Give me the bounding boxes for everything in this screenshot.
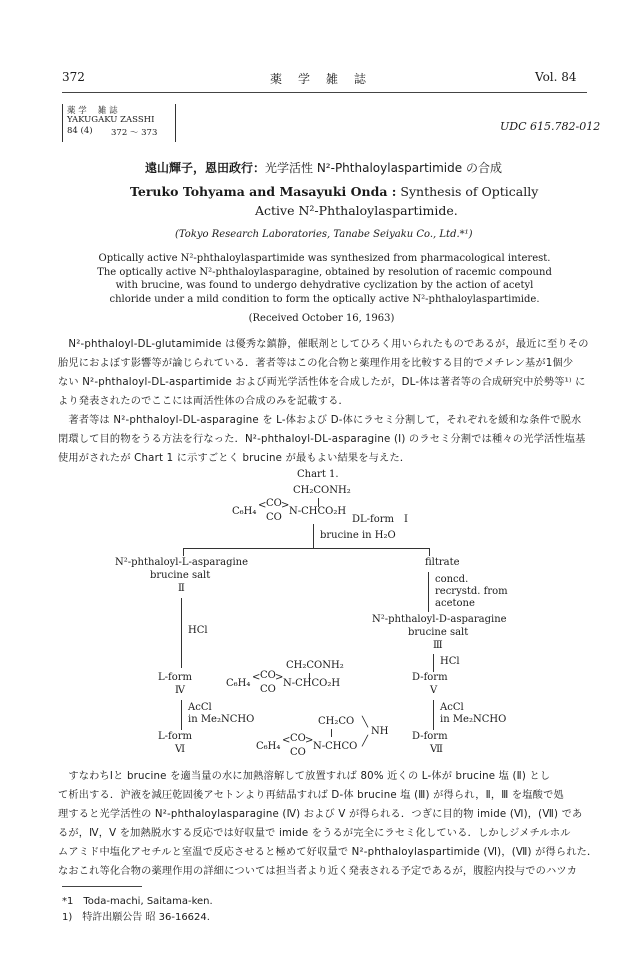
udc-code: UDC 615.782-012 (500, 120, 601, 133)
text-line: N²-phthaloyl-DL-glutamimide は優秀な鎮静，催眠剤としてひろく用いられたものであるが，最近に至りその (58, 339, 589, 350)
compound-I-co-bottom: CO (266, 512, 282, 523)
acetyl-right-1: AcCl (440, 702, 464, 713)
left-salt-line2: brucine salt (150, 570, 211, 581)
text-line: ない N²-phthaloyl-DL-aspartimide および両光学活性体を合成したが，DL-体は著者等の合成研究中於勢等¹⁾ に (58, 377, 586, 388)
received-date: (Received October 16, 1963) (248, 313, 395, 324)
english-title-line1 (130, 184, 538, 199)
recryst-1: concd. (435, 574, 469, 585)
citation-romaji: YAKUGAKU ZASSHI (67, 115, 155, 125)
abstract-line: The optically active N²-phthaloylasparagine, obtained by resolution of racemic compound (97, 266, 552, 278)
l-form-IV: L-form (158, 672, 193, 683)
journal-name: 薬 学 雑 誌 (270, 72, 369, 86)
japanese-title (145, 159, 502, 176)
arrow-line (181, 598, 182, 668)
results-text (58, 767, 597, 881)
compound-I-bracket: < (258, 500, 267, 511)
text-line: 使用がされたが Chart 1 に示すごとく brucine が最もよい結果を与えた． (58, 453, 411, 464)
mid-chain: N-CHCO₂H (283, 678, 341, 689)
bond-line (331, 729, 332, 737)
branch-left (183, 548, 184, 556)
compound-I-chain: N-CHCO₂H (289, 506, 347, 517)
right-salt-line2: brucine salt (408, 627, 469, 638)
mid-sidechain: CH₂CONH₂ (286, 660, 344, 671)
text-line: 胎児におよぼす影響等が論じられている．著者等はこの化合物と薬理作用を比較する目的でメチレン基が1個少 (58, 358, 574, 369)
japanese-authors: 遠山輝子，恩田政行： (145, 161, 266, 175)
compound-I-bracket2: > (281, 500, 290, 511)
english-title-line2: Active N²-Phthaloylaspartimide. (255, 203, 458, 218)
imide-co-bottom: CO (290, 747, 306, 758)
footnotes (62, 894, 213, 926)
imide-co-top: CO (290, 733, 306, 744)
citation-issue: 84 (4) (67, 126, 93, 136)
abstract (62, 252, 587, 306)
footnote-2: 1) 特許出願公告 昭 36-16624. (62, 912, 210, 923)
affiliation: (Tokyo Research Laboratories, Tanabe Seiyaku Co., Ltd.*¹) (175, 229, 473, 240)
mid-co-top: CO (260, 670, 276, 681)
numeral-VI: Ⅵ (175, 744, 186, 755)
imide-top: CH₂CO (318, 716, 355, 727)
text-line: 閉環して目的物をうる方法を行なった．N²-phthaloyl-DL-asparagine (Ⅰ) のラセミ分割では種々の光学活性塩基 (58, 434, 586, 445)
text-line: ムアミド中塩化アセチルと室温で反応させると極めて好収量で N²-phthaloylaspartimide (Ⅵ)，(Ⅶ) が得られた． (58, 847, 598, 858)
acetyl-left-1: AcCl (188, 702, 212, 713)
numeral-V: Ⅴ (430, 685, 438, 696)
imide-bracket2: > (305, 735, 314, 746)
english-title-part1: Synthesis of Optically (400, 184, 539, 199)
imide-bracket-bottom: ╱ (362, 736, 369, 747)
imide-bracket: < (282, 735, 291, 746)
japanese-title-text: 光学活性 N²-Phthaloylaspartimide の合成 (265, 161, 502, 175)
compound-I-ring: C₆H₄ (232, 506, 257, 517)
arrow-line (428, 572, 429, 612)
hcl-left: HCl (188, 625, 208, 636)
citation-box (62, 104, 176, 142)
numeral-VII: Ⅶ (430, 744, 443, 755)
mid-co-bottom: CO (260, 684, 276, 695)
volume-label: Vol. 84 (535, 70, 577, 84)
branch-line (183, 548, 429, 549)
hcl-right: HCl (440, 656, 460, 667)
text-line: なおこれ等化合物の薬理作用の詳細については担当者より近く発表される予定であるが，腹腔内投与でのハツカ (58, 866, 578, 877)
compound-I-form: DL-form Ⅰ (352, 514, 408, 525)
recryst-3: acetone (435, 598, 475, 609)
d-form-V: D-form (412, 672, 448, 683)
numeral-IV: Ⅳ (175, 685, 185, 696)
step-brucine: brucine in H₂O (320, 530, 396, 541)
citation-pages: 372 ～ 373 (111, 128, 158, 138)
english-authors: Teruko Tohyama and Masayuki Onda : (130, 184, 397, 199)
header-rule (62, 92, 587, 93)
numeral-II: Ⅱ (178, 583, 185, 594)
text-line: すなわちⅠと brucine を適当量の水に加熱溶解して放置すれば 80% 近くの L-体が brucine 塩 (Ⅱ) とし (58, 771, 551, 782)
abstract-line: chloride under a mild condition to form the optically active N²-phthaloylaspartimide. (109, 293, 540, 305)
chart-title: Chart 1. (297, 469, 339, 480)
imide-bracket-top: ╲ (362, 717, 369, 728)
compound-I-sidechain: CH₂CONH₂ (293, 485, 351, 496)
imide-nh: NH (371, 726, 389, 737)
text-line: より発表されたのでここには両活性体の合成のみを記載する． (58, 396, 349, 407)
arrow-line (313, 524, 314, 548)
text-line: るが，Ⅳ，Ⅴ を加熱脱水する反応では好収量で imide をうるが完全にラセミ化している．しかしジメチルホル (58, 828, 571, 839)
l-form-VI: L-form (158, 731, 193, 742)
citation-kanji: 薬 学 雑 誌 (67, 106, 118, 116)
compound-I-co-top: CO (266, 498, 282, 509)
text-line: 理すると光学活性の N²-phthaloylasparagine (Ⅳ) および Ⅴ が得られる．つぎに目的物 imide (Ⅵ)，(Ⅶ) であ (58, 809, 583, 820)
arrow-line (433, 654, 434, 672)
page-number: 372 (62, 70, 85, 84)
mid-ring: C₆H₄ (226, 678, 251, 689)
imide-chain: N-CHCO (313, 741, 358, 752)
intro-text (58, 335, 589, 468)
imide-ring: C₆H₄ (256, 741, 281, 752)
abstract-line: with brucine, was found to undergo dehydrative cyclization by the action of acetyl (115, 280, 534, 291)
acetyl-right-2: in Me₂NCHO (440, 714, 507, 725)
arrow-line (433, 700, 434, 730)
recryst-2: recrystd. from (435, 586, 508, 597)
branch-right (429, 548, 430, 556)
right-salt-line1: N²-phthaloyl-D-asparagine (372, 614, 507, 625)
abstract-line: Optically active N²-phthaloylaspartimide was synthesized from pharmacological interest. (98, 253, 551, 264)
text-line: て析出する．沪液を減圧乾固後アセトンより再結晶すれば D-体 brucine 塩 (Ⅲ) が得られ，Ⅱ，Ⅲ を塩酸で処 (58, 790, 564, 801)
left-salt-line1: N²-phthaloyl-L-asparagine (115, 557, 249, 568)
text-line: 著者等は N²-phthaloyl-DL-asparagine を L-体および D-体にラセミ分割して，それぞれを緩和な条件で脱水 (58, 415, 582, 426)
arrow-line (181, 700, 182, 730)
footnote-1: *1 Toda-machi, Saitama-ken. (62, 896, 213, 907)
acetyl-left-2: in Me₂NCHO (188, 714, 255, 725)
footnote-rule (62, 886, 142, 887)
mid-bracket: < (252, 672, 261, 683)
mid-bracket2: > (275, 672, 284, 683)
numeral-III: Ⅲ (433, 640, 443, 651)
filtrate-label: filtrate (425, 557, 460, 568)
d-form-VII: D-form (412, 731, 448, 742)
